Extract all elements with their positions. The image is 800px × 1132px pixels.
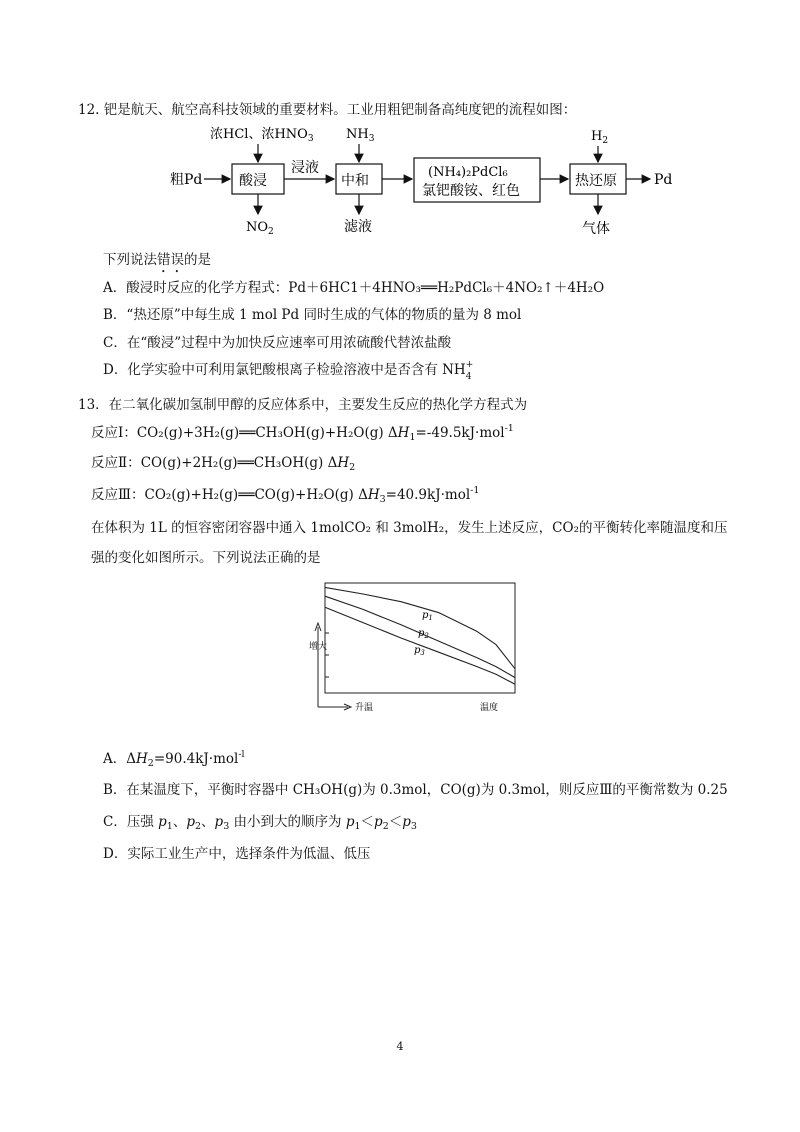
q13-option-d: D．实际工业生产中，选择条件为低温、低压 (103, 846, 371, 862)
q13-chart (300, 575, 530, 720)
flow-box-product-name: 氯钯酸铵、红色 (422, 183, 520, 199)
flow-output-label: Pd (654, 172, 673, 188)
q12-flowchart (150, 118, 710, 248)
q13-reaction-1: 反应Ⅰ：CO₂(g)+3H₂(g)══CH₃OH(g)+H₂O(g) $\Delta H_1=-49.5kJ\cdot mol^{-1}$ (91, 423, 514, 443)
flow-box2-filtrate: 滤液 (344, 219, 372, 235)
flow-box-acid-leach-label: 酸浸 (239, 173, 267, 189)
page-number: 4 (396, 1040, 404, 1053)
chart-xlabel-right: 温度 (480, 703, 499, 713)
flow-box-thermal-reduction-label: 热还原 (575, 173, 617, 189)
flow-box1-reagent: 浓HCl、浓$HNO_3$ (210, 127, 314, 144)
flow-arrow-1-label: 浸液 (291, 160, 319, 176)
q13-description-2: 强的变化如图所示。下列说法正确的是 (91, 550, 321, 566)
q13-description-1: 在体积为 1L 的恒容密闭容器中通入 1molCO₂ 和 3molH₂，发生上述反应，CO₂的平衡转化率随温度和压 (91, 520, 728, 536)
q12-number: 12. (78, 102, 100, 118)
q12-option-d: D．化学实验中可利用氯钯酸根离子检验溶液中是否含有 NH + 4 (103, 360, 474, 382)
q13-stem: 13．在二氧化碳加氢制甲醇的反应体系中，主要发生反应的热化学方程式为 (78, 397, 528, 413)
chart-xlabel-left: 升温 (355, 703, 374, 713)
chart-ylabel: 增大 (309, 642, 328, 652)
series-label-p1: $p_1$ (422, 610, 433, 622)
q12-prompt-emphasis: 错误 (157, 252, 184, 268)
q12-stem (78, 98, 576, 118)
q12-option-a: A．酸浸时反应的化学方程式：Pd＋6HC1＋4HNO₃══H₂PdCl₆＋4NO₂↑＋4H₂O (103, 280, 605, 296)
flow-box4-reagent: $H_2$ (591, 129, 609, 146)
flow-box-neutralize-label: 中和 (341, 173, 369, 189)
q12-stem-text: 钯是航天、航空高科技领域的重要材料。工业用粗钯制备高纯度钯的流程如图： (103, 102, 577, 118)
q13-option-b: B．在某温度下，平衡时容器中 CH₃OH(g)为 0.3mol，CO(g)为 0.3mol，则反应Ⅲ的平衡常数为 0.25 (103, 782, 728, 798)
q12-prompt: 下列说法错误的是 (103, 252, 211, 268)
flow-box-product-formula: (NH₄)₂PdCl₆ (428, 165, 508, 180)
q13-reaction-3: 反应Ⅲ：CO₂(g)+H₂(g)══CO(g)+H₂O(g) $\Delta H_3=40.9kJ\cdot mol^{-1}$ (91, 485, 480, 505)
q13-option-c: C．压强 $p_1$、$p_2$、$p_3$ 由小到大的顺序为 $p_1<p_2<p_3$ (103, 814, 417, 832)
series-label-p3: $p_3$ (414, 645, 425, 657)
q13-option-a: A．$\Delta H_2=90.4kJ\cdot mol^{-l}$ (103, 749, 245, 769)
q13-reaction-2: 反应Ⅱ：CO(g)+2H₂(g)══CH₃OH(g) $\Delta H_2$ (91, 455, 356, 473)
series-label-p2: $p_2$ (418, 628, 429, 640)
flow-box2-reagent: $NH_3$ (346, 127, 375, 144)
flow-box1-byproduct: $NO_2$ (246, 220, 274, 237)
flow-input-label: 粗Pd (170, 172, 203, 188)
q12-option-b: B．“热还原”中每生成 1 mol Pd 同时生成的气体的物质的量为 8 mol (103, 307, 522, 323)
flow-box4-gas: 气体 (582, 221, 610, 237)
q12-option-c: C．在“酸浸”过程中为加快反应速率可用浓硫酸代替浓盐酸 (103, 335, 452, 351)
